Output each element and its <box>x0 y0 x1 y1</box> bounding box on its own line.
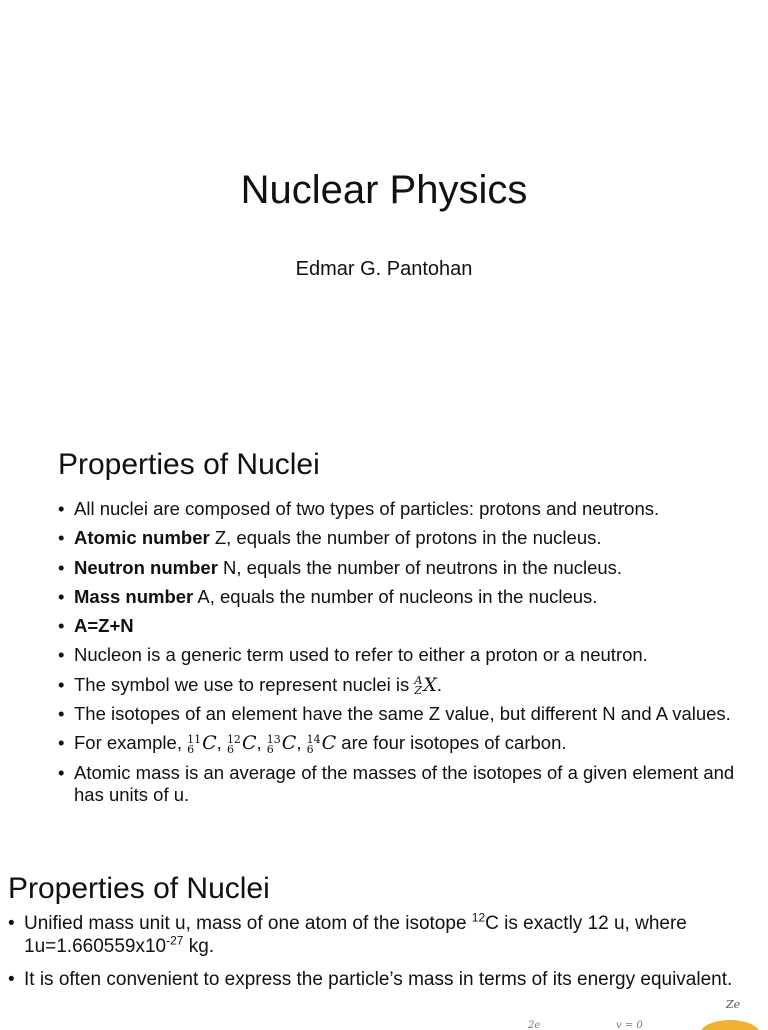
bullet-item <box>58 762 758 806</box>
isotope-element-symbol: C <box>241 732 257 755</box>
figure-label-v0: v = 0 <box>616 1020 643 1030</box>
bullet-item <box>58 498 758 520</box>
isotope-atomic-number: 6 <box>187 742 195 756</box>
isotope-element-symbol: C <box>321 732 337 755</box>
presentation-title: Nuclear Physics <box>240 168 528 212</box>
scattering-diagram <box>508 990 768 1030</box>
bullet-item <box>58 557 758 579</box>
isotope-atomic-number: 6 <box>226 742 234 756</box>
bullet-item <box>58 527 758 549</box>
isotope-mass-number: 13 <box>266 732 281 746</box>
bullet-text: A, equals the number of nucleons in the nucleus. <box>193 585 598 607</box>
title-slide <box>0 0 768 420</box>
formula-azn: A=Z+N <box>74 615 134 637</box>
bullet-item <box>58 615 758 637</box>
isotope-separator: , <box>216 732 227 754</box>
nucleus-shape <box>700 1020 760 1030</box>
bullet-text: All nuclei are composed of two types of particles: protons and neutrons. <box>74 498 660 519</box>
isotope-symbol <box>227 732 257 754</box>
bullet-text: Unified mass unit u, mass of one atom of the isotope <box>24 913 472 934</box>
figure-label-ze: Ze <box>726 998 741 1011</box>
bullet-text: It is often convenient to express the particle’s mass in terms of its energy equivalent. <box>24 969 733 990</box>
bullet-item <box>8 968 748 991</box>
isotope-list <box>187 732 337 756</box>
bullet-item <box>58 674 758 696</box>
slide-heading: Properties of Nuclei <box>8 872 270 905</box>
bullet-item <box>58 644 758 666</box>
bullet-text: N, equals the number of neutrons in the nucleus. <box>217 556 623 578</box>
bullet-text: Nucleon is a generic term used to refer to either a proton or a neutron. <box>74 644 648 666</box>
bullet-item <box>58 586 758 608</box>
bullet-text: . <box>436 673 442 695</box>
term-mass-number: Mass number <box>74 585 194 607</box>
isotope-mass-number: 11 <box>187 732 202 746</box>
bullet-item <box>58 732 758 754</box>
nuclide-symbol <box>414 674 436 696</box>
isotope-atomic-number: 6 <box>306 742 314 756</box>
bullet-item <box>8 912 748 958</box>
bullet-text: Z, equals the number of protons in the nucleus. <box>209 527 602 549</box>
superscript: -27 <box>166 933 184 948</box>
isotope-element-symbol: C <box>281 732 297 755</box>
bullet-text: are four isotopes of carbon. <box>336 732 567 754</box>
bullet-text: The symbol we use to represent nuclei is <box>74 673 415 695</box>
author-name: Edmar G. Pantohan <box>295 258 473 280</box>
bullet-item <box>58 703 758 725</box>
term-atomic-number: Atomic number <box>74 527 210 549</box>
bullet-list <box>8 912 748 1001</box>
figure-label-2e: 2e <box>528 1020 541 1030</box>
atomic-number-label: Z <box>414 683 423 697</box>
bullet-text: kg. <box>183 936 215 957</box>
bullet-text: The isotopes of an element have the same Z value, but different N and A values. <box>74 703 731 725</box>
bullet-text: For example, <box>74 732 188 754</box>
isotope-atomic-number: 6 <box>266 742 274 756</box>
bullet-text: Atomic mass is an average of the masses of the isotopes of a given element and has units of u. <box>74 761 735 805</box>
isotope-separator: , <box>256 732 267 754</box>
bullet-list <box>58 498 758 813</box>
isotope-mass-number: 12 <box>226 732 241 746</box>
element-symbol: X <box>423 673 437 696</box>
slide-heading: Properties of Nuclei <box>58 448 320 481</box>
isotope-separator: , <box>296 732 307 754</box>
bullet-text: C is exactly 12 u, where 1u=1.660559x10 <box>24 913 687 957</box>
isotope-mass-number: 14 <box>306 732 321 746</box>
isotope-symbol <box>307 732 337 754</box>
properties-slide-1 <box>0 432 768 842</box>
isotope-element-symbol: C <box>202 732 217 755</box>
properties-slide-2 <box>0 852 768 1030</box>
superscript: 12 <box>471 910 486 925</box>
term-neutron-number: Neutron number <box>74 556 218 578</box>
isotope-symbol <box>187 732 217 754</box>
isotope-symbol <box>267 732 297 754</box>
mass-number-label: A <box>414 673 423 687</box>
